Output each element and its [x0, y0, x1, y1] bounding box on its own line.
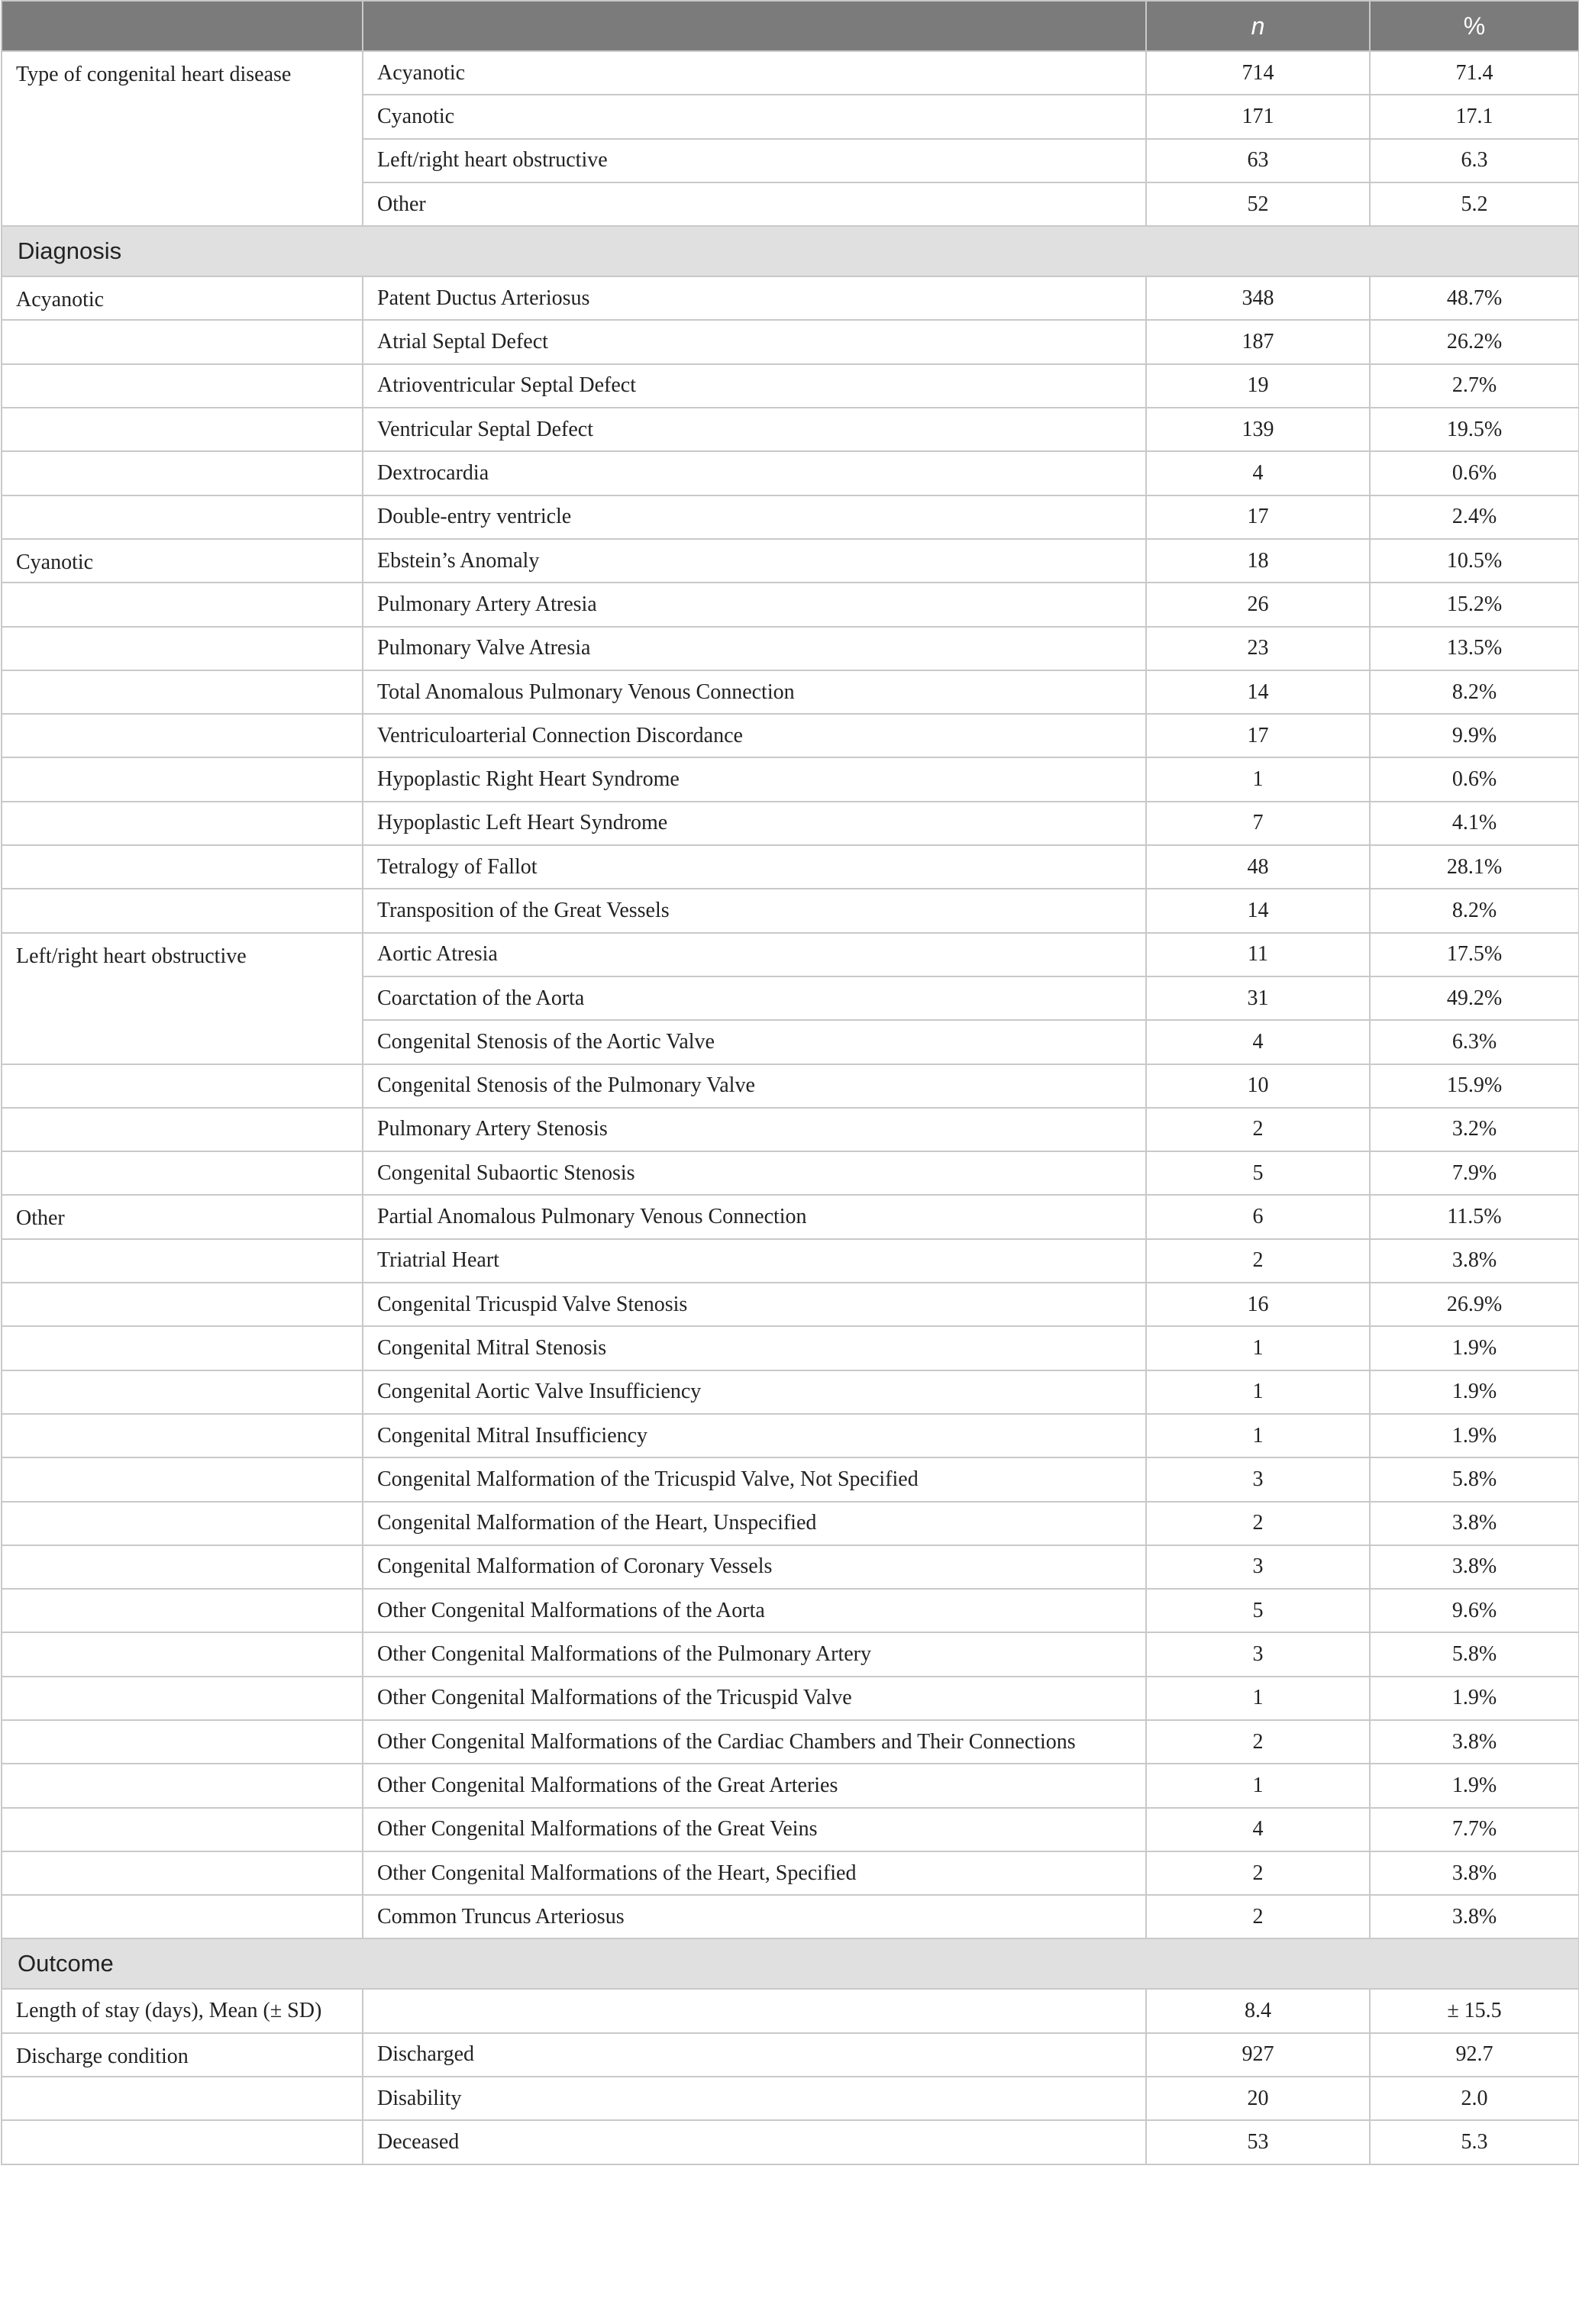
item-name-cell: Congenital Stenosis of the Aortic Valve — [363, 1020, 1146, 1064]
section-outcome — [2, 1938, 1579, 1989]
count-cell: 63 — [1146, 139, 1370, 182]
table-row — [2, 1108, 1579, 1151]
header-col1 — [2, 1, 363, 51]
percent-cell: 9.9% — [1370, 714, 1579, 757]
percent-cell: 2.4% — [1370, 495, 1579, 539]
percent-cell: 17.5% — [1370, 933, 1579, 976]
count-cell: 4 — [1146, 1808, 1370, 1851]
item-name-cell: Transposition of the Great Vessels — [363, 889, 1146, 932]
table-row — [2, 670, 1579, 714]
empty-cell — [2, 451, 363, 495]
item-name-cell: Triatrial Heart — [363, 1239, 1146, 1283]
item-name-cell: Other Congenital Malformations of the Heart, Specified — [363, 1851, 1146, 1895]
count-cell: 14 — [1146, 889, 1370, 932]
group-label-cell: Acyanotic — [2, 276, 363, 320]
count-cell: 3 — [1146, 1457, 1370, 1501]
percent-cell: 17.1 — [1370, 95, 1579, 138]
count-cell: 927 — [1146, 2033, 1370, 2077]
empty-cell — [363, 1989, 1146, 2032]
item-name-cell: Congenital Stenosis of the Pulmonary Valve — [363, 1064, 1146, 1108]
table-row — [2, 1064, 1579, 1108]
item-name-cell: Other Congenital Malformations of the Tricuspid Valve — [363, 1677, 1146, 1720]
percent-cell: 26.2% — [1370, 320, 1579, 363]
item-name-cell: Other Congenital Malformations of the Pulmonary Artery — [363, 1632, 1146, 1676]
table-row — [2, 1808, 1579, 1851]
item-name-cell: Aortic Atresia — [363, 933, 1146, 976]
table-row — [2, 583, 1579, 626]
percent-cell: 3.8% — [1370, 1720, 1579, 1764]
count-cell: 2 — [1146, 1108, 1370, 1151]
count-cell: 52 — [1146, 182, 1370, 226]
stay-label-cell: Length of stay (days), Mean (± SD) — [2, 1989, 363, 2032]
table-row — [2, 1589, 1579, 1632]
item-name-cell: Cyanotic — [363, 95, 1146, 138]
percent-cell: 5.2 — [1370, 182, 1579, 226]
percent-cell: 1.9% — [1370, 1764, 1579, 1807]
count-cell: 2 — [1146, 1851, 1370, 1895]
count-cell: 171 — [1146, 95, 1370, 138]
percent-cell: 28.1% — [1370, 845, 1579, 889]
count-cell: 4 — [1146, 1020, 1370, 1064]
item-name-cell: Ventriculoarterial Connection Discordance — [363, 714, 1146, 757]
item-name-cell: Deceased — [363, 2120, 1146, 2164]
count-cell: 11 — [1146, 933, 1370, 976]
header-n: n — [1146, 1, 1370, 51]
empty-cell — [2, 1545, 363, 1589]
count-cell: 20 — [1146, 2077, 1370, 2120]
count-cell: 8.4 — [1146, 1989, 1370, 2032]
empty-cell — [2, 1851, 363, 1895]
percent-cell: 48.7% — [1370, 276, 1579, 320]
empty-cell — [2, 2120, 363, 2164]
group-label-cell: Cyanotic — [2, 539, 363, 583]
count-cell: 7 — [1146, 802, 1370, 845]
empty-cell — [2, 714, 363, 757]
item-name-cell: Atrioventricular Septal Defect — [363, 364, 1146, 408]
table-row — [2, 1764, 1579, 1807]
percent-cell: 1.9% — [1370, 1677, 1579, 1720]
percent-cell: 6.3% — [1370, 1020, 1579, 1064]
empty-cell — [2, 802, 363, 845]
count-cell: 1 — [1146, 1677, 1370, 1720]
count-cell: 16 — [1146, 1283, 1370, 1326]
percent-cell: 5.3 — [1370, 2120, 1579, 2164]
item-name-cell: Other Congenital Malformations of the Great Arteries — [363, 1764, 1146, 1807]
count-cell: 5 — [1146, 1151, 1370, 1195]
table-row — [2, 1720, 1579, 1764]
table-row — [2, 1989, 1579, 2032]
item-name-cell: Discharged — [363, 2033, 1146, 2077]
empty-cell — [2, 2077, 363, 2120]
percent-cell: 0.6% — [1370, 451, 1579, 495]
percent-cell: 8.2% — [1370, 889, 1579, 932]
item-name-cell: Acyanotic — [363, 51, 1146, 95]
item-name-cell: Congenital Mitral Insufficiency — [363, 1414, 1146, 1457]
item-name-cell: Congenital Subaortic Stenosis — [363, 1151, 1146, 1195]
count-cell: 17 — [1146, 495, 1370, 539]
table-row — [2, 2033, 1579, 2077]
item-name-cell: Total Anomalous Pulmonary Venous Connection — [363, 670, 1146, 714]
item-name-cell: Other Congenital Malformations of the Aorta — [363, 1589, 1146, 1632]
item-name-cell: Other Congenital Malformations of the Cardiac Chambers and Their Connections — [363, 1720, 1146, 1764]
count-cell: 19 — [1146, 364, 1370, 408]
empty-cell — [2, 364, 363, 408]
percent-cell: 10.5% — [1370, 539, 1579, 583]
count-cell: 23 — [1146, 627, 1370, 670]
table-row — [2, 408, 1579, 451]
item-name-cell: Tetralogy of Fallot — [363, 845, 1146, 889]
percent-cell: 3.2% — [1370, 1108, 1579, 1151]
table-row — [2, 1283, 1579, 1326]
table-row — [2, 714, 1579, 757]
percent-cell: 3.8% — [1370, 1851, 1579, 1895]
table-row — [2, 51, 1579, 95]
percent-cell: 1.9% — [1370, 1326, 1579, 1370]
percent-cell: 13.5% — [1370, 627, 1579, 670]
header-row — [2, 1, 1579, 51]
empty-cell — [2, 1283, 363, 1326]
table-row — [2, 1414, 1579, 1457]
table-row — [2, 1851, 1579, 1895]
group-label-cell: Left/right heart obstructive — [2, 933, 363, 1064]
count-cell: 348 — [1146, 276, 1370, 320]
empty-cell — [2, 583, 363, 626]
empty-cell — [2, 1808, 363, 1851]
percent-cell: 15.9% — [1370, 1064, 1579, 1108]
count-cell: 1 — [1146, 1370, 1370, 1414]
count-cell: 1 — [1146, 757, 1370, 801]
percent-cell: 71.4 — [1370, 51, 1579, 95]
count-cell: 2 — [1146, 1895, 1370, 1938]
count-cell: 17 — [1146, 714, 1370, 757]
table-row — [2, 1326, 1579, 1370]
percent-cell: 5.8% — [1370, 1457, 1579, 1501]
item-name-cell: Common Truncus Arteriosus — [363, 1895, 1146, 1938]
count-cell: 2 — [1146, 1239, 1370, 1283]
empty-cell — [2, 1764, 363, 1807]
count-cell: 714 — [1146, 51, 1370, 95]
table-row — [2, 1545, 1579, 1589]
item-name-cell: Disability — [363, 2077, 1146, 2120]
count-cell: 1 — [1146, 1764, 1370, 1807]
percent-cell: 2.7% — [1370, 364, 1579, 408]
count-cell: 5 — [1146, 1589, 1370, 1632]
count-cell: 6 — [1146, 1195, 1370, 1238]
item-name-cell: Congenital Malformation of Coronary Vessels — [363, 1545, 1146, 1589]
percent-cell: 8.2% — [1370, 670, 1579, 714]
item-name-cell: Congenital Mitral Stenosis — [363, 1326, 1146, 1370]
table-row — [2, 1677, 1579, 1720]
percent-cell: 11.5% — [1370, 1195, 1579, 1238]
count-cell: 14 — [1146, 670, 1370, 714]
percent-cell: 1.9% — [1370, 1414, 1579, 1457]
percent-cell: 19.5% — [1370, 408, 1579, 451]
item-name-cell: Other — [363, 182, 1146, 226]
count-cell: 18 — [1146, 539, 1370, 583]
percent-cell: 3.8% — [1370, 1895, 1579, 1938]
group-label-cell: Type of congenital heart disease — [2, 51, 363, 226]
item-name-cell: Patent Ductus Arteriosus — [363, 276, 1146, 320]
table-row — [2, 276, 1579, 320]
empty-cell — [2, 320, 363, 363]
empty-cell — [2, 408, 363, 451]
header-percent: % — [1370, 1, 1579, 51]
count-cell: 48 — [1146, 845, 1370, 889]
percent-cell: 7.7% — [1370, 1808, 1579, 1851]
table-row — [2, 627, 1579, 670]
item-name-cell: Pulmonary Artery Stenosis — [363, 1108, 1146, 1151]
group-label-cell: Discharge condition — [2, 2033, 363, 2077]
item-name-cell: Other Congenital Malformations of the Great Veins — [363, 1808, 1146, 1851]
item-name-cell: Ebstein’s Anomaly — [363, 539, 1146, 583]
count-cell: 3 — [1146, 1632, 1370, 1676]
table-row — [2, 2120, 1579, 2164]
table-row — [2, 1370, 1579, 1414]
table-row — [2, 1632, 1579, 1676]
table-row — [2, 2077, 1579, 2120]
count-cell: 26 — [1146, 583, 1370, 626]
item-name-cell: Congenital Malformation of the Heart, Unspecified — [363, 1502, 1146, 1545]
empty-cell — [2, 1720, 363, 1764]
table-row — [2, 1895, 1579, 1938]
table-row — [2, 933, 1579, 976]
item-name-cell: Congenital Tricuspid Valve Stenosis — [363, 1283, 1146, 1326]
section-title: Diagnosis — [2, 226, 1579, 276]
count-cell: 187 — [1146, 320, 1370, 363]
empty-cell — [2, 1502, 363, 1545]
count-cell: 31 — [1146, 976, 1370, 1020]
table-row — [2, 757, 1579, 801]
table-row — [2, 539, 1579, 583]
table-row — [2, 1151, 1579, 1195]
group-label-cell: Other — [2, 1195, 363, 1238]
empty-cell — [2, 1589, 363, 1632]
empty-cell — [2, 1326, 363, 1370]
table-row — [2, 889, 1579, 932]
empty-cell — [2, 845, 363, 889]
table-row — [2, 1502, 1579, 1545]
item-name-cell: Pulmonary Artery Atresia — [363, 583, 1146, 626]
item-name-cell: Partial Anomalous Pulmonary Venous Connection — [363, 1195, 1146, 1238]
percent-cell: 6.3 — [1370, 139, 1579, 182]
percent-cell: ± 15.5 — [1370, 1989, 1579, 2032]
percent-cell: 49.2% — [1370, 976, 1579, 1020]
table-row — [2, 495, 1579, 539]
table-row — [2, 1195, 1579, 1238]
empty-cell — [2, 1414, 363, 1457]
empty-cell — [2, 1632, 363, 1676]
count-cell: 53 — [1146, 2120, 1370, 2164]
empty-cell — [2, 1370, 363, 1414]
table-row — [2, 451, 1579, 495]
percent-cell: 0.6% — [1370, 757, 1579, 801]
item-name-cell: Atrial Septal Defect — [363, 320, 1146, 363]
item-name-cell: Double-entry ventricle — [363, 495, 1146, 539]
count-cell: 1 — [1146, 1326, 1370, 1370]
empty-cell — [2, 1151, 363, 1195]
count-cell: 4 — [1146, 451, 1370, 495]
percent-cell: 3.8% — [1370, 1545, 1579, 1589]
table-body — [2, 51, 1579, 2164]
empty-cell — [2, 1677, 363, 1720]
count-cell: 2 — [1146, 1720, 1370, 1764]
item-name-cell: Congenital Aortic Valve Insufficiency — [363, 1370, 1146, 1414]
percent-cell: 15.2% — [1370, 583, 1579, 626]
table-row — [2, 1239, 1579, 1283]
header-col2 — [363, 1, 1146, 51]
empty-cell — [2, 1457, 363, 1501]
empty-cell — [2, 1895, 363, 1938]
empty-cell — [2, 1239, 363, 1283]
percent-cell: 92.7 — [1370, 2033, 1579, 2077]
percent-cell: 4.1% — [1370, 802, 1579, 845]
percent-cell: 2.0 — [1370, 2077, 1579, 2120]
empty-cell — [2, 757, 363, 801]
percent-cell: 26.9% — [1370, 1283, 1579, 1326]
item-name-cell: Pulmonary Valve Atresia — [363, 627, 1146, 670]
percent-cell: 5.8% — [1370, 1632, 1579, 1676]
count-cell: 10 — [1146, 1064, 1370, 1108]
table-row — [2, 845, 1579, 889]
item-name-cell: Left/right heart obstructive — [363, 139, 1146, 182]
table-row — [2, 364, 1579, 408]
empty-cell — [2, 889, 363, 932]
table-row — [2, 1457, 1579, 1501]
item-name-cell: Ventricular Septal Defect — [363, 408, 1146, 451]
count-cell: 1 — [1146, 1414, 1370, 1457]
item-name-cell: Dextrocardia — [363, 451, 1146, 495]
empty-cell — [2, 670, 363, 714]
percent-cell: 1.9% — [1370, 1370, 1579, 1414]
count-cell: 2 — [1146, 1502, 1370, 1545]
item-name-cell: Hypoplastic Left Heart Syndrome — [363, 802, 1146, 845]
percent-cell: 3.8% — [1370, 1239, 1579, 1283]
percent-cell: 3.8% — [1370, 1502, 1579, 1545]
empty-cell — [2, 627, 363, 670]
percent-cell: 9.6% — [1370, 1589, 1579, 1632]
section-diagnosis — [2, 226, 1579, 276]
empty-cell — [2, 1108, 363, 1151]
empty-cell — [2, 1064, 363, 1108]
count-cell: 139 — [1146, 408, 1370, 451]
count-cell: 3 — [1146, 1545, 1370, 1589]
section-title: Outcome — [2, 1938, 1579, 1989]
item-name-cell: Coarctation of the Aorta — [363, 976, 1146, 1020]
table-row — [2, 802, 1579, 845]
percent-cell: 7.9% — [1370, 1151, 1579, 1195]
item-name-cell: Congenital Malformation of the Tricuspid Valve, Not Specified — [363, 1457, 1146, 1501]
congenital-heart-disease-table — [1, 0, 1579, 2165]
empty-cell — [2, 495, 363, 539]
item-name-cell: Hypoplastic Right Heart Syndrome — [363, 757, 1146, 801]
table-row — [2, 320, 1579, 363]
